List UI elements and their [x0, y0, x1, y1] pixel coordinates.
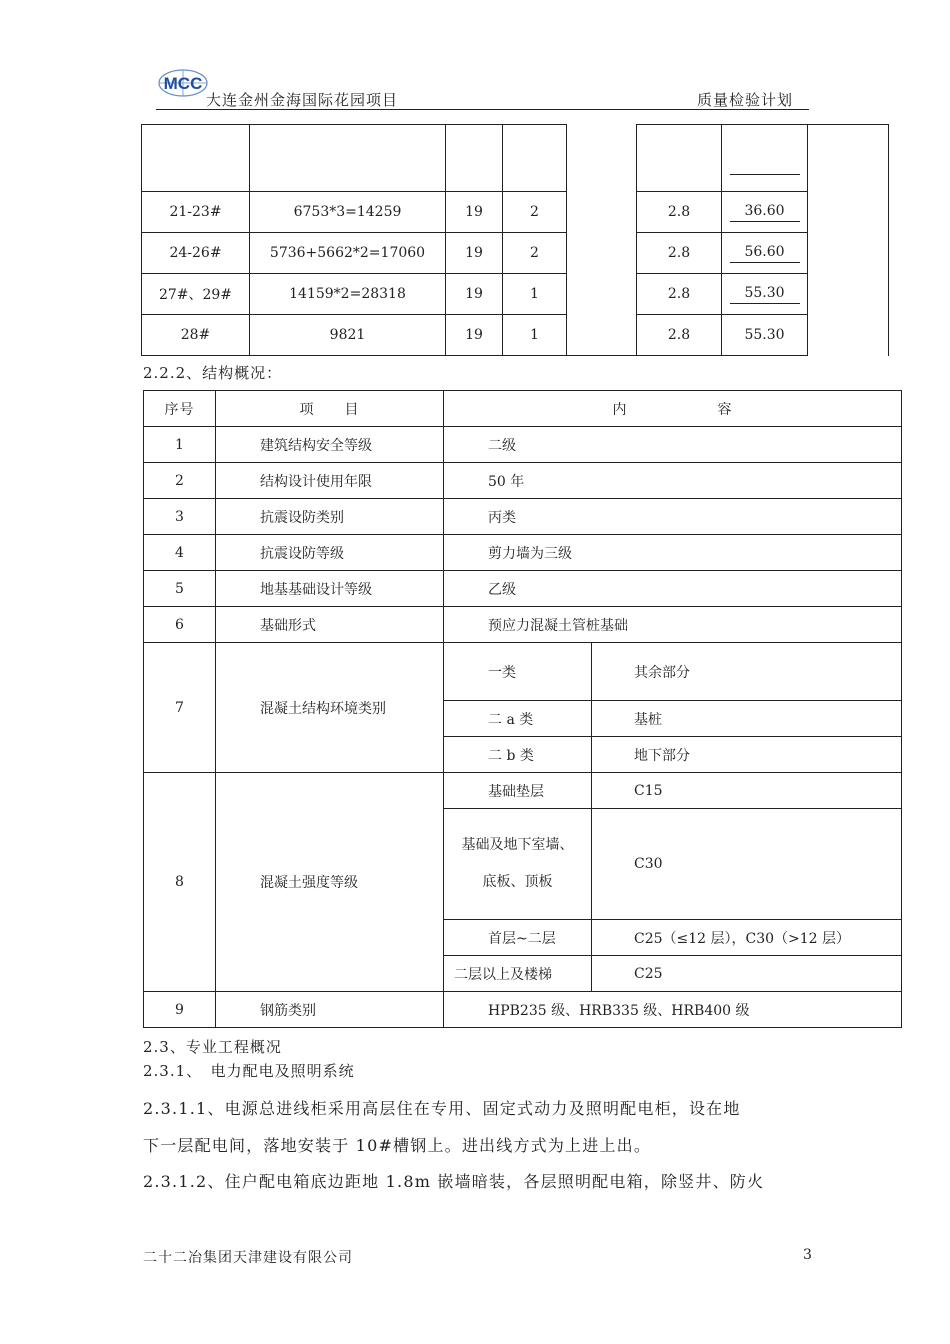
table-row: 27#、29# 14159*2=28318 19 1 2.8 55.30: [142, 274, 889, 315]
table-row: 1 建筑结构安全等级 二级: [144, 427, 902, 463]
table-row: 24-26# 5736+5662*2=17060 19 2 2.8 56.60: [142, 233, 889, 274]
table-row: 2 结构设计使用年限 50 年: [144, 463, 902, 499]
table-header-row: 序号 项 目 内 容: [144, 391, 902, 427]
header-rule: [156, 109, 809, 110]
table-row: 9 钢筋类别 HPB235 级、HRB335 级、HRB400 级: [144, 992, 902, 1028]
table-row: 二层以上及楼梯 C25: [144, 956, 902, 992]
section-heading-structure: 2.2.2、结构概况：: [143, 364, 283, 382]
table-row: 5 地基基础设计等级 乙级: [144, 571, 902, 607]
paragraph-line: 2.3.1.1、电源总进线柜采用高层住在专用、固定式动力及照明配电柜，设在地: [143, 1099, 741, 1118]
table-row: [142, 125, 889, 192]
table-row: 28# 9821 19 1 2.8 55.30: [142, 315, 889, 356]
building-table: [141, 124, 889, 356]
table-row: 3 抗震设防类别 丙类: [144, 499, 902, 535]
table-row: 6 基础形式 预应力混凝土管桩基础: [144, 607, 902, 643]
header-doc-title: 质量检验计划: [697, 91, 794, 109]
section-heading-special: 2.3、专业工程概况: [143, 1038, 282, 1056]
logo-text: MCC: [163, 74, 203, 93]
footer-company: 二十二冶集团天津建设有限公司: [143, 1250, 353, 1266]
mcc-logo: [157, 68, 209, 98]
table-row: 7 混凝土结构环境类别 一类 其余部分: [144, 643, 902, 701]
section-heading-power: 2.3.1、 电力配电及照明系统: [143, 1062, 355, 1080]
table-row: 4 抗震设防等级 剪力墙为三级: [144, 535, 902, 571]
page-number: 3: [803, 1247, 812, 1263]
table-row: 21-23# 6753*3=14259 19 2 2.8 36.60: [142, 192, 889, 233]
underline-mark: [730, 174, 800, 175]
table-row: 二 b 类 地下部分: [144, 737, 902, 773]
structure-table: [143, 390, 902, 1028]
header-project-name: 大连金州金海国际花园项目: [206, 91, 399, 109]
paragraph-line: 下一层配电间，落地安装于 10#槽钢上。进出线方式为上进上出。: [143, 1136, 652, 1155]
table-row: 二 a 类 基桩: [144, 701, 902, 737]
paragraph-line: 2.3.1.2、住户配电箱底边距地 1.8m 嵌墙暗装，各层照明配电箱，除竖井、防火: [143, 1172, 765, 1191]
table-row: 首层~二层 C25（≤12 层），C30（>12 层）: [144, 920, 902, 956]
table-row: 基础及地下室墙、底板、顶板 C30: [144, 809, 902, 920]
table-row: 8 混凝土强度等级 基础垫层 C15: [144, 773, 902, 809]
